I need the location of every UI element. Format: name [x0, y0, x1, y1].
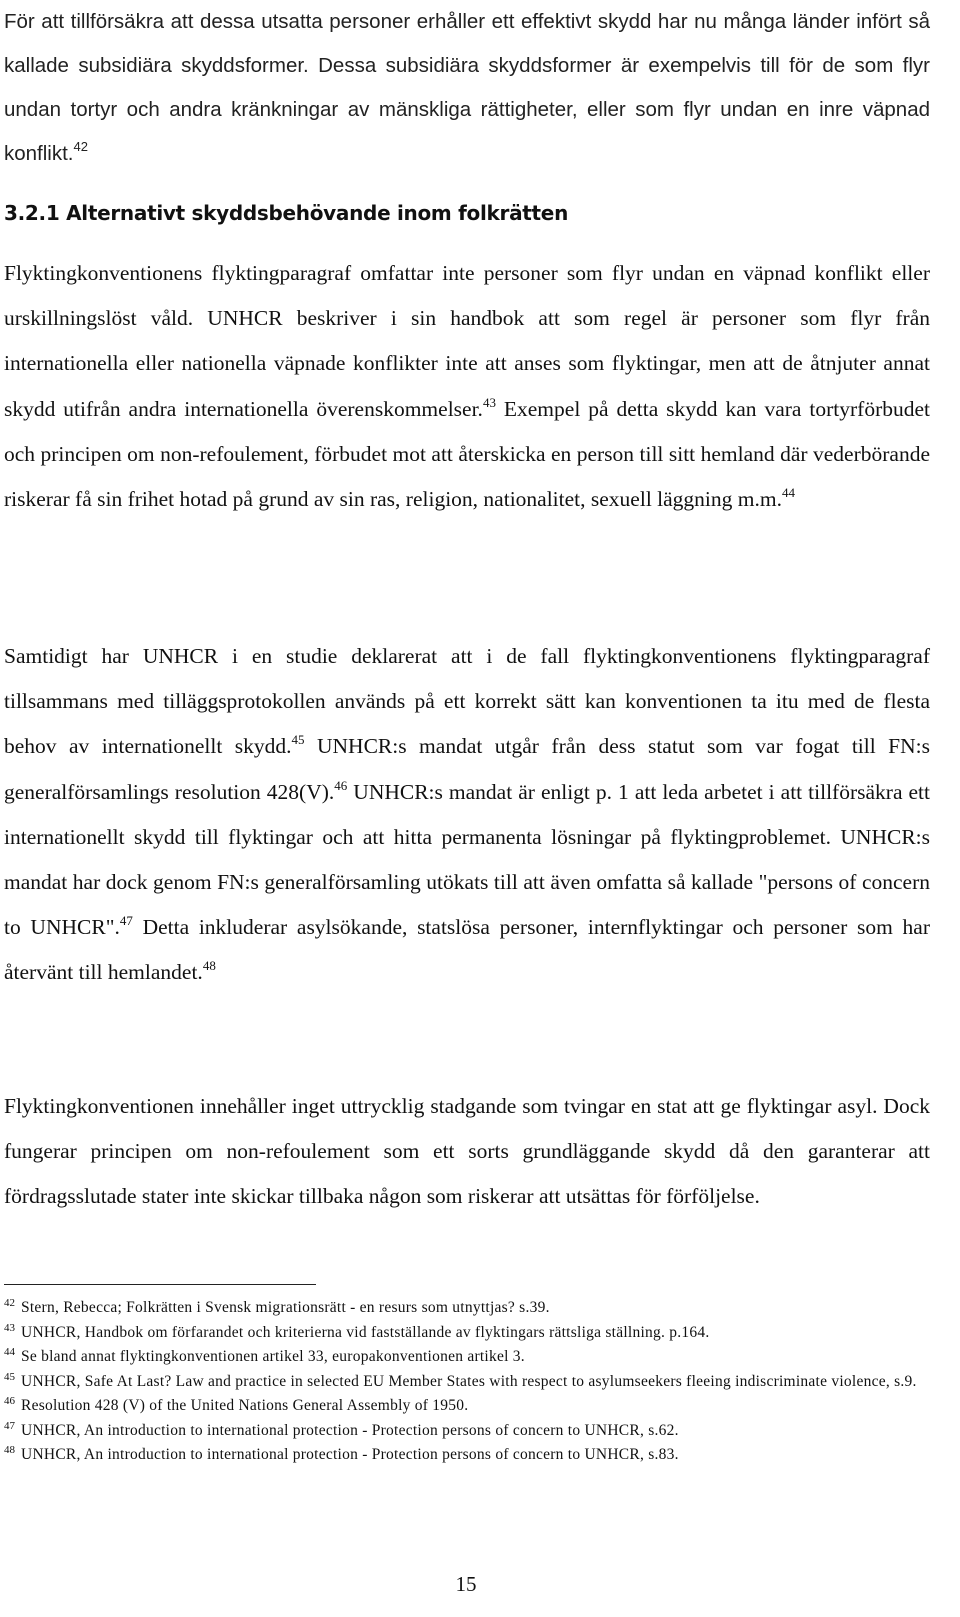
paragraph-text: UNHCR beskriver i sin handbok att som regel är personer som flyr från internationella eller nationella väpnade konflikter inte att anses som flyktingar, men att de åtnjuter annat skydd utifrån andra internationella överenskommelser.: [4, 306, 930, 421]
footnote-item: [4, 1296, 930, 1321]
footnote-ref[interactable]: 47: [119, 913, 133, 929]
footnote-text: Se bland annat flyktingkonventionen artikel 33, europakonventionen artikel 3.: [21, 1348, 525, 1365]
paragraph-text: Samtidigt har UNHCR i en studie deklarerat att i de fall flyktingkonventionens flyktingparagraf tillsammans med tilläggsprotokollen används på ett korrekt sätt kan konventionen ta itu med de flesta behov av internationellt skydd.: [4, 644, 930, 759]
paragraph-text: Flyktingkonventionens flyktingparagraf omfattar inte personer som flyr undan en väpnad konflikt eller urskillningslöst våld.: [4, 261, 930, 331]
paragraph-text: Exempel på detta skydd kan vara tortyrförbudet och principen om non-refoulement, förbudet mot att återskicka en person till sitt hemland där vederbörande riskerar få sin frihet hotad på grund av sin ras, religion, nationalitet, sexuell läggning m.m.: [4, 396, 930, 512]
paragraph-text: UNHCR:s mandat utgår från dess statut som var fogat till FN:s generalförsamlings resolution 428(V).: [4, 734, 930, 804]
footnote-text: Resolution 428 (V) of the United Nations General Assembly of 1950.: [21, 1397, 469, 1414]
intro-text: För att tillförsäkra att dessa utsatta personer erhåller ett effektivt skydd har nu många länder infört så kallade subsidiära skyddsformer. Dessa subsidiära skyddsformer är exempelvis till för de som flyr undan tortyr och andra kränkningar av mänskliga rättigheter, eller som flyr undan en inre väpnad konflikt.: [4, 10, 930, 165]
footnote-number: 46: [4, 1395, 15, 1407]
footnote-item: [4, 1321, 930, 1346]
page-number: 15: [455, 1572, 477, 1596]
footnote-item: [4, 1394, 930, 1419]
footnote-number: 45: [4, 1370, 15, 1383]
footnote-text: UNHCR, Safe At Last? Law and practice in selected EU Member States with respect to asylumseekers fleeing indiscriminate violence, s.9.: [21, 1372, 917, 1390]
footnote-number: 42: [4, 1297, 15, 1309]
footnote-text: Stern, Rebecca; Folkrätten i Svensk migrationsrätt - en resurs som utnyttjas? s.39.: [21, 1299, 550, 1316]
footnote-ref[interactable]: 46: [334, 777, 348, 793]
footnote-number: 43: [4, 1321, 15, 1334]
footnote-ref[interactable]: 48: [202, 958, 216, 974]
footnotes: [4, 1296, 930, 1468]
footnote-ref[interactable]: 45: [291, 732, 305, 748]
footnote-ref[interactable]: 43: [482, 394, 496, 410]
footnote-text: UNHCR, An introduction to international protection - Protection persons of concern to UNHCR, s.83.: [21, 1446, 679, 1463]
paragraph-text: UNHCR:s mandat är enligt p. 1 att leda arbetet i att tillförsäkra ett internationellt skydd till flyktingar och att hitta permanenta lösningar på flyktingproblemet. UNHCR:s mandat har dock genom FN:s generalförsamling utökats till att även omfatta så kallade "persons of concern to UNHCR".: [4, 779, 930, 940]
intro-paragraph: [4, 0, 930, 176]
footnote-ref[interactable]: 42: [73, 139, 88, 154]
footnote-item: [4, 1419, 930, 1444]
footnote-number: 47: [4, 1419, 15, 1432]
footnote-divider: [4, 1284, 316, 1285]
footnote-number: 44: [4, 1346, 15, 1358]
body-paragraph-1: [4, 251, 930, 522]
footnote-ref[interactable]: 44: [781, 485, 795, 501]
section-heading: 3.2.1 Alternativt skyddsbehövande inom folkrätten: [4, 201, 569, 225]
body-paragraph-2: [4, 634, 930, 996]
footnote-item: [4, 1443, 930, 1468]
paragraph-text: Detta inkluderar asylsökande, statslösa personer, internflyktingar och personer som har återvänt till hemlandet.: [4, 915, 930, 985]
body-paragraph-3: Flyktingkonventionen innehåller inget uttrycklig stadgande som tvingar en stat att ge flyktingar asyl. Dock fungerar principen om non-refoulement som ett sorts grundläggande skydd då den garanterar att fördragsslutade stater inte skickar tillbaka någon som riskerar att utsättas för förföljelse.: [4, 1094, 930, 1209]
footnote-text: UNHCR, Handbok om förfarandet och kriterierna vid fastställande av flyktingars rättsliga ställning. p.164.: [21, 1323, 710, 1341]
footnote-text: UNHCR, An introduction to international protection - Protection persons of concern to UNHCR, s.62.: [21, 1421, 679, 1439]
footnote-item: [4, 1345, 930, 1370]
footnote-item: [4, 1370, 930, 1395]
footnote-number: 48: [4, 1444, 15, 1456]
